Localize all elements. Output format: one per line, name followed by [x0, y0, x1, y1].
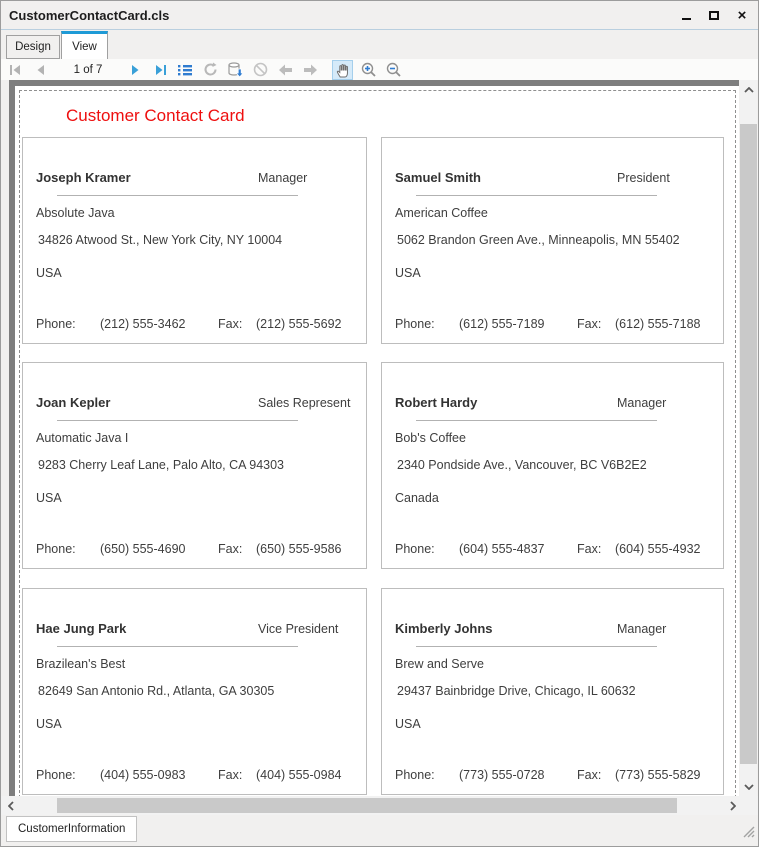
contact-name: Joseph Kramer	[36, 170, 131, 185]
fax-label: Fax:	[577, 542, 602, 556]
export-button[interactable]	[226, 61, 244, 79]
minimize-button[interactable]	[678, 8, 694, 24]
contact-address: 5062 Brandon Green Ave., Minneapolis, MN 55402	[397, 233, 680, 247]
pan-tool-button[interactable]	[332, 60, 353, 80]
scroll-up-button[interactable]	[740, 81, 757, 98]
toc-button[interactable]	[176, 61, 194, 79]
window-title: CustomerContactCard.cls	[9, 7, 170, 23]
contact-company: Absolute Java	[36, 206, 115, 220]
contact-position: Manager	[617, 396, 667, 410]
fax-label: Fax:	[218, 768, 243, 782]
contact-company: Brew and Serve	[395, 657, 484, 671]
cancel-icon	[253, 62, 268, 77]
phone-label: Phone:	[36, 317, 76, 331]
zoom-in-icon	[361, 62, 377, 78]
cancel-button[interactable]	[251, 61, 269, 79]
contact-name: Joan Kepler	[36, 395, 111, 410]
contact-position: Manager	[617, 622, 667, 636]
contact-phone-row	[23, 768, 366, 784]
fax-label: Fax:	[218, 542, 243, 556]
scroll-down-button[interactable]	[740, 778, 757, 795]
zoom-in-button[interactable]	[360, 61, 378, 79]
fax-value: (773) 555-5829	[615, 768, 701, 782]
resize-grip-icon	[741, 824, 755, 838]
contact-phone-row	[23, 542, 366, 558]
contact-name: Samuel Smith	[395, 170, 481, 185]
prev-page-icon	[35, 64, 47, 76]
contact-card	[22, 588, 367, 795]
phone-value: (773) 555-0728	[459, 768, 545, 782]
export-icon	[227, 62, 243, 78]
contact-country: USA	[36, 491, 62, 505]
scroll-right-button[interactable]	[724, 796, 741, 815]
contact-position: President	[617, 171, 670, 185]
contact-position: Manager	[258, 171, 308, 185]
fax-value: (404) 555-0984	[256, 768, 342, 782]
toc-icon	[177, 63, 193, 77]
last-page-icon	[153, 64, 167, 76]
history-forward-button[interactable]	[301, 61, 319, 79]
contact-position: Vice President	[258, 622, 339, 636]
contact-country: USA	[36, 717, 62, 731]
fax-value: (650) 555-9586	[256, 542, 342, 556]
scroll-left-button[interactable]	[2, 796, 19, 815]
history-back-button[interactable]	[276, 61, 294, 79]
name-underline	[57, 195, 298, 196]
contact-name: Kimberly Johns	[395, 621, 493, 636]
contact-address: 2340 Pondside Ave., Vancouver, BC V6B2E2	[397, 458, 647, 472]
phone-label: Phone:	[395, 768, 435, 782]
contact-address: 82649 San Antonio Rd., Atlanta, GA 30305	[38, 684, 275, 698]
name-underline	[416, 420, 657, 421]
contact-company: Bob's Coffee	[395, 431, 466, 445]
history-forward-icon	[303, 64, 318, 76]
zoom-out-icon	[386, 62, 402, 78]
fax-value: (612) 555-7188	[615, 317, 701, 331]
pan-hand-icon	[335, 62, 350, 78]
name-underline	[416, 646, 657, 647]
refresh-icon	[203, 62, 218, 77]
name-underline	[416, 195, 657, 196]
refresh-button[interactable]	[201, 61, 219, 79]
fax-label: Fax:	[577, 317, 602, 331]
history-back-icon	[278, 64, 293, 76]
contact-address: 29437 Bainbridge Drive, Chicago, IL 60632	[397, 684, 636, 698]
window-controls	[678, 1, 750, 30]
chevron-left-icon	[8, 801, 14, 811]
zoom-out-button[interactable]	[385, 61, 403, 79]
chevron-up-icon	[744, 87, 754, 93]
tab-view[interactable]: View	[61, 31, 108, 59]
first-page-icon	[9, 64, 23, 76]
scrollbar-corner	[741, 796, 759, 815]
phone-label: Phone:	[36, 768, 76, 782]
preview-pane[interactable]	[9, 80, 739, 796]
last-page-button[interactable]	[151, 61, 169, 79]
bottom-tab-bar	[1, 815, 758, 846]
horizontal-scrollbar[interactable]	[1, 796, 741, 815]
phone-label: Phone:	[36, 542, 76, 556]
document-tab-strip	[1, 31, 758, 59]
resize-grip[interactable]	[741, 824, 755, 843]
maximize-icon	[709, 11, 719, 20]
report-page	[15, 86, 739, 796]
name-underline	[57, 420, 298, 421]
contact-phone-row	[382, 768, 723, 784]
contact-name: Robert Hardy	[395, 395, 478, 410]
contact-company: American Coffee	[395, 206, 488, 220]
contact-country: USA	[395, 266, 421, 280]
contact-country: USA	[395, 717, 421, 731]
fax-label: Fax:	[577, 768, 602, 782]
fax-label: Fax:	[218, 317, 243, 331]
contact-country: Canada	[395, 491, 439, 505]
phone-value: (604) 555-4837	[459, 542, 545, 556]
contact-company: Automatic Java I	[36, 431, 129, 445]
chevron-right-icon	[730, 801, 736, 811]
phone-value: (612) 555-7189	[459, 317, 545, 331]
contact-phone-row	[23, 317, 366, 333]
horizontal-scroll-thumb[interactable]	[57, 798, 677, 813]
phone-value: (404) 555-0983	[100, 768, 186, 782]
title-bar	[1, 1, 758, 30]
close-icon: ×	[737, 6, 747, 24]
chevron-down-icon	[744, 784, 754, 790]
contact-card	[381, 362, 724, 569]
phone-label: Phone:	[395, 317, 435, 331]
contact-name: Hae Jung Park	[36, 621, 127, 636]
contact-company: Brazilean's Best	[36, 657, 126, 671]
next-page-button[interactable]	[126, 61, 144, 79]
vertical-scrollbar[interactable]	[740, 80, 757, 796]
contact-country: USA	[36, 266, 62, 280]
viewer-toolbar	[1, 59, 758, 80]
phone-value: (650) 555-4690	[100, 542, 186, 556]
page-indicator: 1 of 7	[73, 63, 103, 76]
contact-phone-row	[382, 317, 723, 333]
tab-design[interactable]: Design	[6, 35, 60, 59]
contact-address: 9283 Cherry Leaf Lane, Palo Alto, CA 94303	[38, 458, 285, 472]
fax-value: (212) 555-5692	[256, 317, 342, 331]
fax-value: (604) 555-4932	[615, 542, 701, 556]
contact-card	[22, 362, 367, 569]
contact-card	[22, 137, 367, 344]
sheet-tab-customerinformation[interactable]: CustomerInformation	[6, 816, 137, 842]
contact-phone-row	[382, 542, 723, 558]
prev-page-button[interactable]	[32, 61, 50, 79]
name-underline	[57, 646, 298, 647]
contact-address: 34826 Atwood St., New York City, NY 10004	[38, 233, 283, 247]
contact-card	[381, 588, 724, 795]
phone-label: Phone:	[395, 542, 435, 556]
contact-position: Sales Represent	[258, 396, 351, 410]
first-page-button[interactable]	[7, 61, 25, 79]
vertical-scroll-thumb[interactable]	[740, 124, 757, 764]
report-title: Customer Contact Card	[66, 106, 245, 125]
maximize-button[interactable]	[706, 8, 722, 24]
preview-area	[1, 80, 758, 796]
minimize-icon	[682, 18, 691, 20]
contact-card	[381, 137, 724, 344]
next-page-icon	[129, 64, 141, 76]
close-button[interactable]	[734, 8, 750, 24]
phone-value: (212) 555-3462	[100, 317, 186, 331]
